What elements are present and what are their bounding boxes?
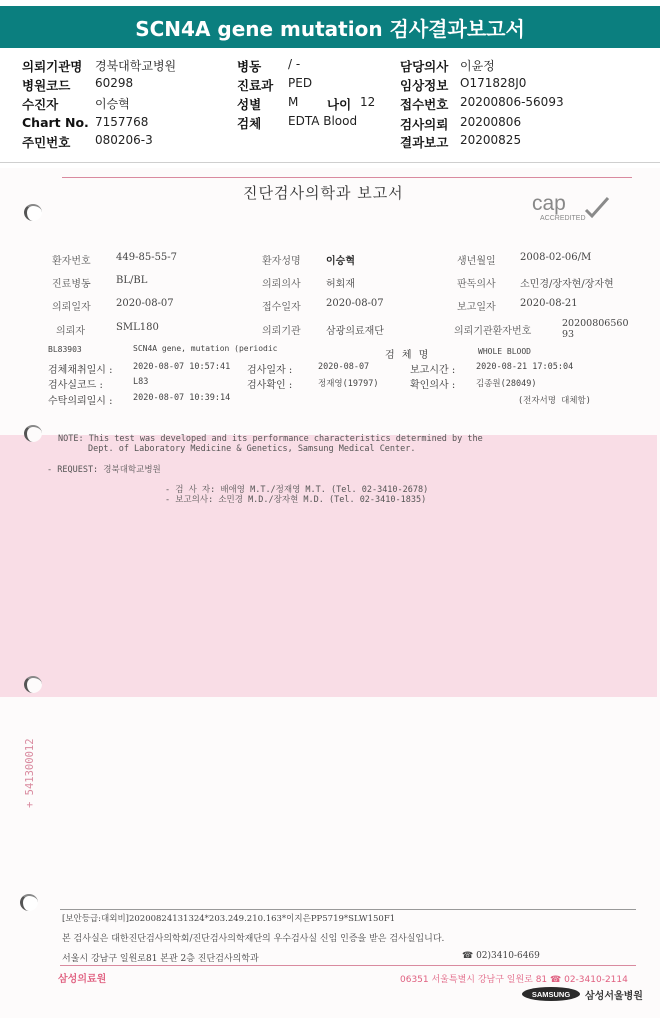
- sample-label: 검체채취일시 :: [48, 365, 113, 376]
- top-rule: [62, 177, 632, 178]
- info-value: 2020-08-07: [326, 298, 384, 309]
- header-value: 12: [360, 95, 376, 109]
- binder-hole-icon: [24, 425, 42, 442]
- sample-label: 수탁의뢰일시 :: [48, 396, 113, 407]
- samsung-logo-text: SAMSUNG: [531, 989, 571, 999]
- header-label: 임상정보: [400, 78, 449, 93]
- sample-value: 김종원(28049): [476, 379, 537, 389]
- info-value: 2008-02-06/M: [520, 252, 592, 263]
- scanned-report: [0, 168, 660, 1018]
- info-value: 2020080656093: [562, 318, 629, 340]
- header-value: 이윤정: [460, 59, 495, 73]
- report-heading: 진단검사의학과 보고서: [243, 184, 404, 202]
- header-value: 이승혁: [95, 97, 130, 111]
- certification-line: 본 검사실은 대한진단검사의학회/진단검사의학재단의 우수검사실 신임 인증을 받은 검사실입니다.: [62, 934, 445, 944]
- sample-value: L83: [133, 377, 149, 387]
- header-value: 20200825: [460, 133, 522, 147]
- info-label: 접수일자: [262, 302, 301, 313]
- note-line: Dept. of Laboratory Medicine & Genetics, Samsung Medical Center.: [88, 444, 416, 454]
- samsung-logo: [522, 987, 580, 1001]
- security-line: [보안등급:대외비]20200824131324*203.249.210.163*이지은PP5719*SLW150F1: [62, 914, 396, 924]
- header-label: 수진자: [22, 97, 59, 112]
- department-phone: ☎ 02)3410-6469: [462, 951, 540, 961]
- reporter-line: - 보고의사: 소민경 M.D./장자현 M.D. (Tel. 02-3410-1835): [165, 495, 427, 505]
- header-label: 의뢰기관명: [22, 59, 83, 74]
- header-divider: [0, 162, 660, 163]
- specimen-label: 검 체 명: [385, 350, 431, 361]
- request-line: - REQUEST: 경북대학교병원: [47, 465, 161, 475]
- patient-name: 이승혁: [326, 256, 355, 267]
- report-title: SCN4A gene mutation 검사결과보고서: [135, 16, 525, 41]
- header-label: 담당의사: [400, 59, 449, 74]
- binder-hole-icon: [24, 676, 42, 693]
- info-value: BL/BL: [116, 275, 148, 286]
- sample-label: 검사일자 :: [247, 365, 293, 376]
- info-label: 의뢰일자: [52, 302, 91, 313]
- header-label: 접수번호: [400, 97, 449, 112]
- sample-label: 확인의사 :: [410, 380, 456, 391]
- info-label: 의뢰자: [56, 326, 85, 337]
- header-label: 주민번호: [22, 135, 71, 150]
- info-label: 환자성명: [262, 256, 301, 267]
- info-label: 진료병동: [52, 279, 91, 290]
- header-label: 성별: [237, 97, 262, 112]
- cap-logo-subtext: ACCREDITED: [540, 215, 586, 222]
- sample-value: 정재영(19797): [318, 379, 379, 389]
- info-value: 소민경/장자현/장자현: [520, 279, 614, 290]
- test-code: BL83903: [48, 345, 82, 354]
- cap-accredited-logo: [532, 190, 612, 226]
- header-value: EDTA Blood: [288, 114, 358, 128]
- header-value: PED: [288, 76, 313, 90]
- info-label: 의뢰기관: [262, 326, 301, 337]
- header-value: 20200806-56093: [460, 95, 564, 109]
- sample-label: 검사실코드 :: [48, 380, 103, 391]
- info-label: 의뢰기관환자번호: [454, 326, 532, 337]
- info-label: 환자번호: [52, 256, 91, 267]
- info-label: 의뢰의사: [262, 279, 301, 290]
- footer-pink-rule: [60, 965, 636, 966]
- header-label: 병동: [237, 59, 262, 74]
- sample-value: 2020-08-21 17:05:04: [476, 362, 574, 372]
- header-value: 080206-3: [95, 133, 153, 147]
- header-value: 경북대학교병원: [95, 59, 177, 73]
- esignature-note: (전자서명 대체함): [518, 396, 591, 406]
- report-body-area: [0, 435, 657, 697]
- header-value: 60298: [95, 76, 134, 90]
- header-value: O171828J0: [460, 76, 527, 90]
- info-value: 허회재: [326, 279, 355, 290]
- info-label: 판독의사: [457, 279, 496, 290]
- footer-rule: [60, 909, 636, 910]
- footer-org-name: 삼성의료원: [58, 974, 107, 985]
- sample-value: 2020-08-07 10:57:41: [133, 362, 231, 372]
- header-value: / -: [288, 57, 301, 71]
- header-label: 병원코드: [22, 78, 71, 93]
- sample-value: 2020-08-07 10:39:14: [133, 393, 231, 403]
- header-value: M: [288, 95, 299, 109]
- info-value: 2020-08-21: [520, 298, 578, 309]
- sample-label: 보고시간 :: [410, 365, 456, 376]
- header-value: 20200806: [460, 115, 522, 129]
- info-label: 생년월일: [457, 256, 496, 267]
- tester-line: - 검 사 자: 배애영 M.T./정재영 M.T. (Tel. 02-3410-2678): [165, 485, 429, 495]
- header-label: 검사의뢰: [400, 117, 449, 132]
- report-title-bar: [0, 6, 660, 48]
- test-name: SCN4A gene, mutation (periodic: [133, 344, 278, 353]
- sample-value: 2020-08-07: [318, 362, 370, 372]
- header-label: 나이: [327, 97, 352, 112]
- header-label: Chart No.: [22, 115, 89, 130]
- specimen-value: WHOLE BLOOD: [478, 347, 531, 356]
- note-line: NOTE: This test was developed and its performance characteristics determined by the: [58, 434, 483, 444]
- header-value: 7157768: [95, 115, 149, 129]
- binder-hole-icon: [20, 894, 38, 911]
- cap-logo-text: cap: [532, 192, 566, 215]
- header-label: 진료과: [237, 78, 274, 93]
- side-serial-number: + 541300012: [24, 738, 36, 808]
- header-label: 검체: [237, 116, 262, 131]
- info-value: 449-85-55-7: [116, 252, 178, 263]
- footer-hospital-name: 삼성서울병원: [585, 991, 643, 1002]
- header-label: 결과보고: [400, 135, 449, 150]
- info-value: SML180: [116, 322, 159, 333]
- binder-hole-icon: [24, 204, 42, 221]
- info-value: 삼광의료재단: [326, 326, 384, 337]
- info-value: 2020-08-07: [116, 298, 174, 309]
- sample-label: 검사확인 :: [247, 380, 293, 391]
- footer-address: 06351 서울특별시 강남구 일원로 81 ☎ 02-3410-2114: [400, 975, 628, 985]
- info-label: 보고일자: [457, 302, 496, 313]
- department-address: 서울시 강남구 일원로81 본관 2층 진단검사의학과: [62, 954, 259, 964]
